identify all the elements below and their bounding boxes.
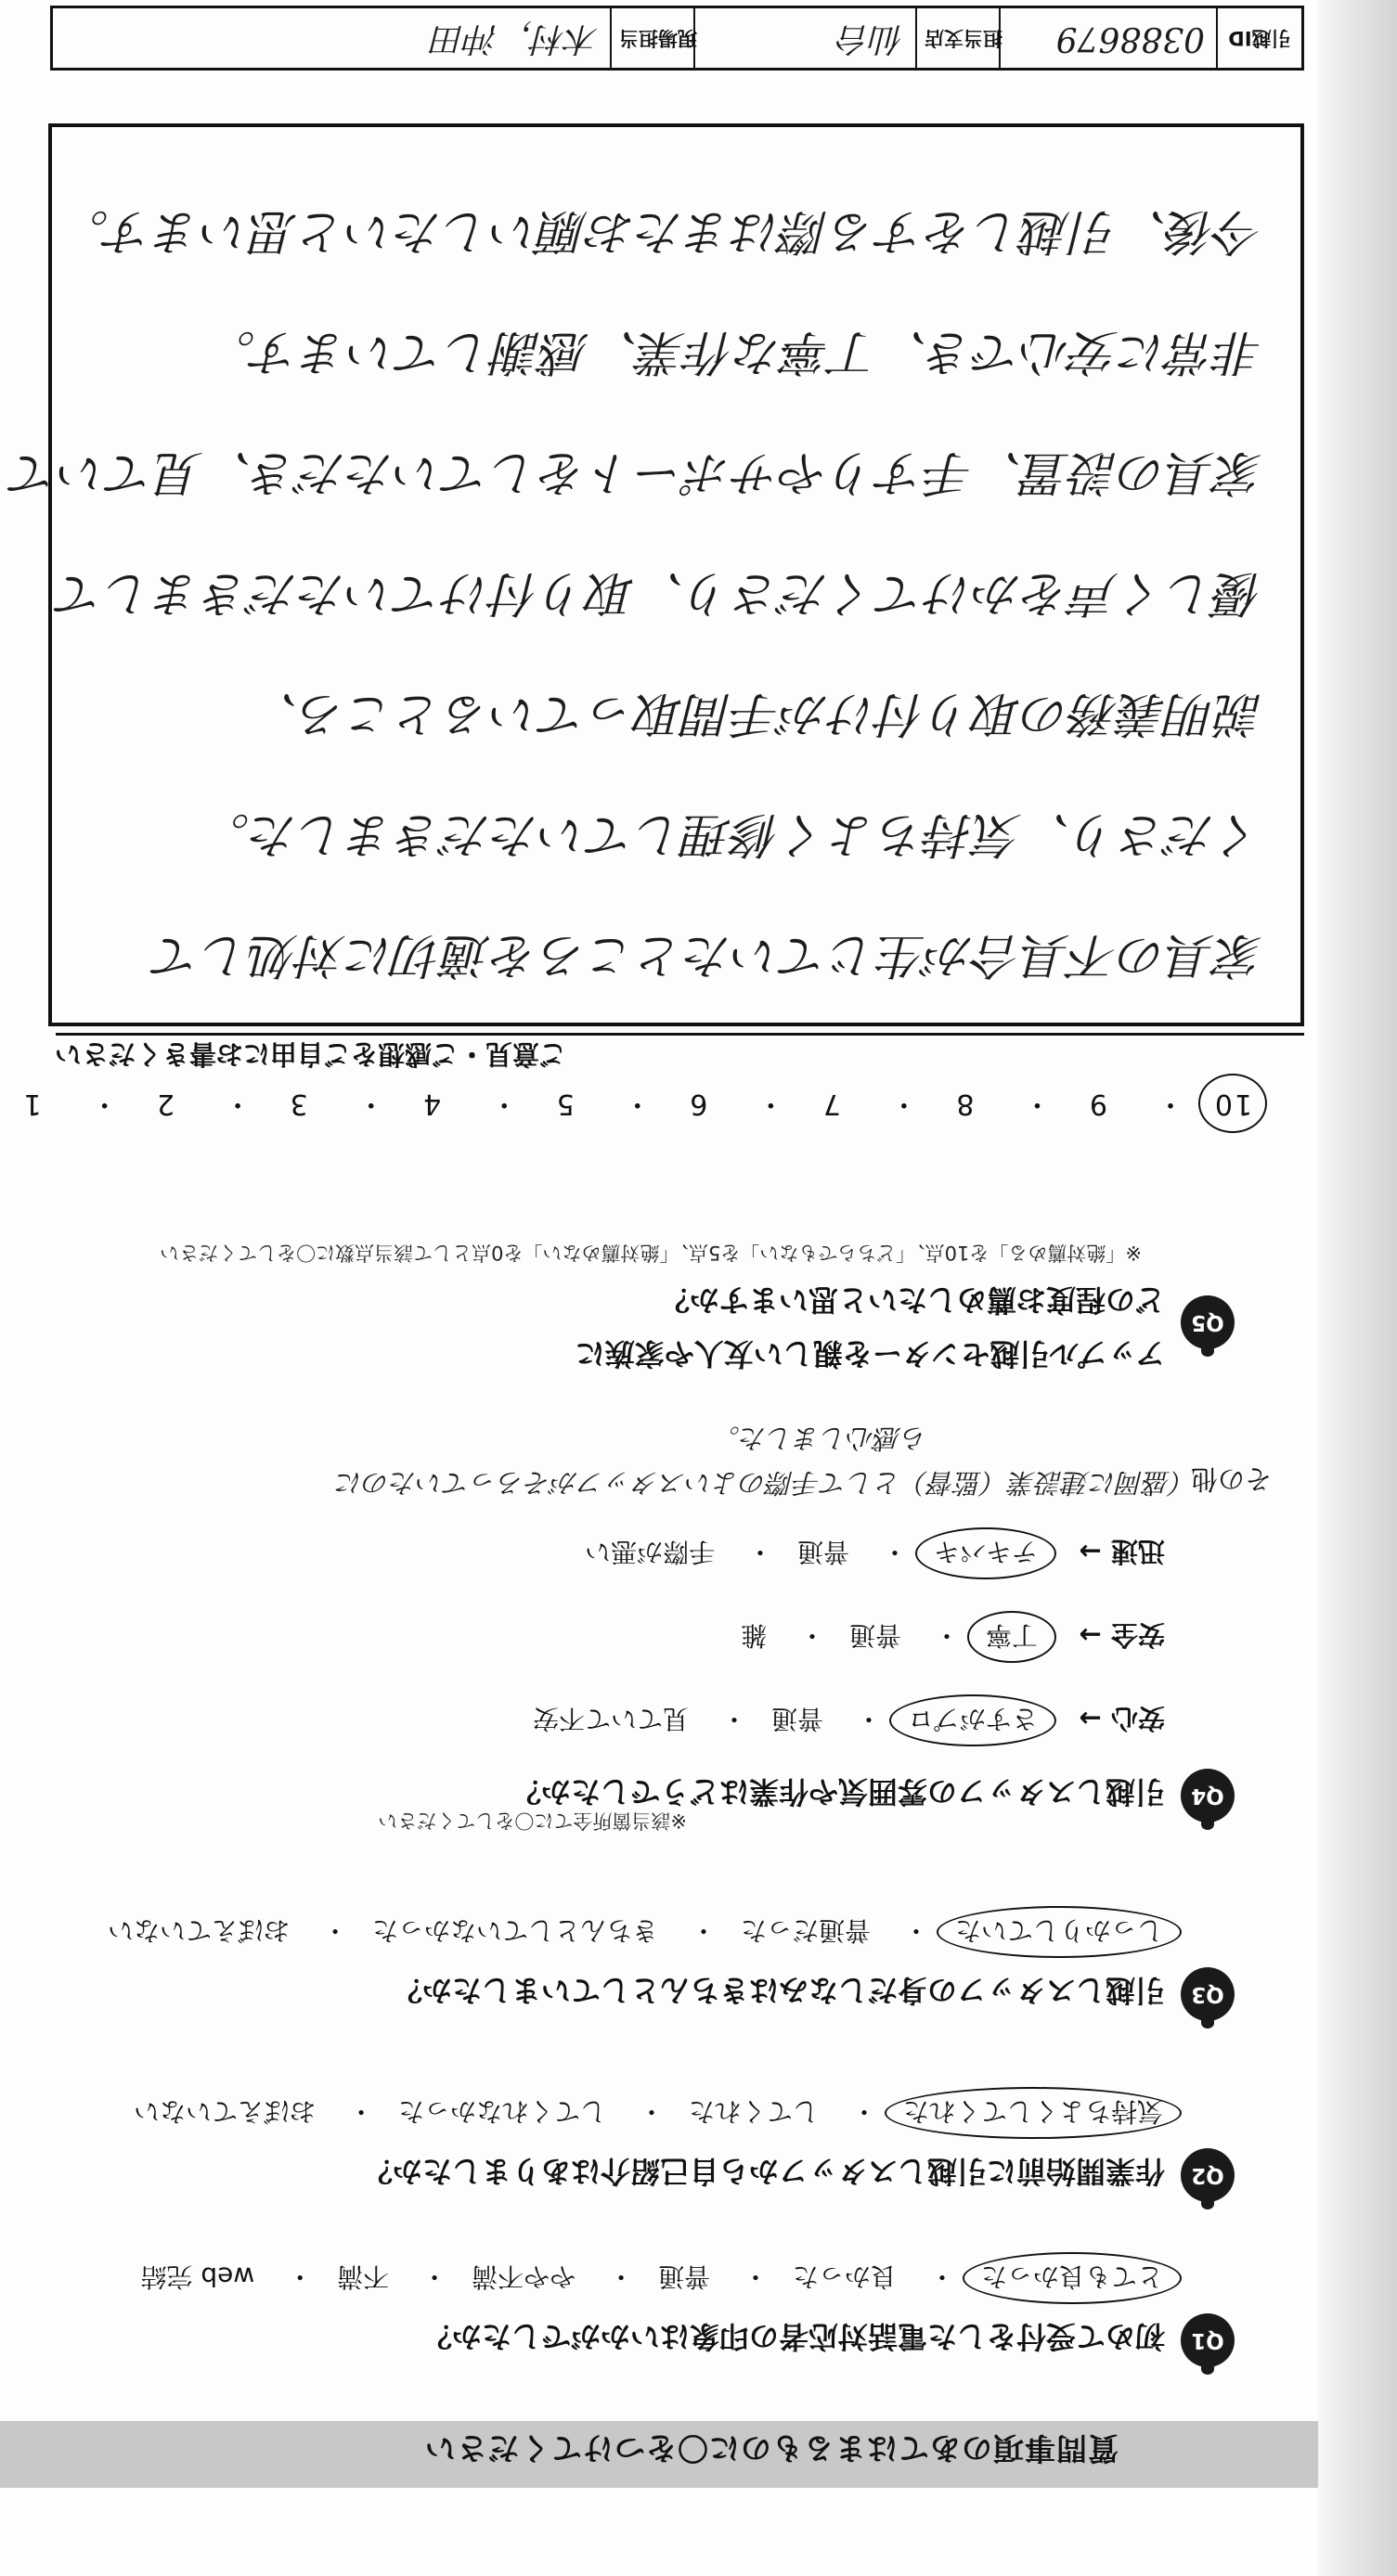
q1-option[interactable]: 良かった: [793, 2261, 898, 2292]
q4-note: ※該当箇所全てに〇をしてください: [378, 1810, 687, 1832]
q4-option[interactable]: 普通: [849, 1620, 902, 1651]
q1-options: とても良かった・ 良かった・ 普通・ やや不満・ 不満・ web 完結: [141, 2260, 1166, 2297]
id-value: 0388679: [999, 8, 1216, 68]
q2-option[interactable]: してくれなかった: [398, 2096, 607, 2127]
q4-other-text: （盛岡に建設業（監督）として手際のよいスタッフがそろっていたのに: [335, 1467, 1197, 1499]
q2-options: 気持ちよくしてくれた・ してくれた・ してくれなかった・ おぼえていない: [134, 2094, 1165, 2132]
scan-edge-shadow: [1318, 0, 1397, 2576]
rating-selected[interactable]: 10: [1198, 1074, 1267, 1133]
comments-title: ご意見・ご感想をご自由にお書きください: [54, 1038, 566, 1070]
question-1: [0, 2256, 1318, 2376]
q4-option[interactable]: 見ていて不安: [533, 1704, 690, 1734]
q4-row1-selected[interactable]: さすがプロ: [889, 1694, 1056, 1746]
q2-option[interactable]: してくれた: [689, 2096, 820, 2127]
comment-line: 家具の設置、手すりやサポートをしていただき、見ていて: [10, 444, 1263, 500]
comment-line: 説明義務の取り付けが手間取っているところ、: [249, 686, 1263, 741]
comment-line: 優しく声をかけてくださり、取り付けていただきまして: [56, 565, 1263, 621]
rating-option[interactable]: 8: [954, 1088, 975, 1120]
instruction-bar: [0, 2421, 1318, 2488]
leader-label: 現場担当: [610, 8, 705, 68]
branch-value: 仙台: [693, 8, 915, 68]
rating-option[interactable]: 4: [421, 1088, 442, 1120]
q4-row2-selected[interactable]: 丁寧: [967, 1611, 1056, 1663]
q4-option[interactable]: 普通: [797, 1537, 850, 1567]
q3-text: 引越しスタッフの身だしなみはきちんとしていましたか？: [392, 1973, 1165, 2008]
q1-option[interactable]: 普通: [658, 2261, 711, 2292]
rating-option[interactable]: 6: [688, 1088, 708, 1120]
rating-option[interactable]: 2: [155, 1088, 175, 1120]
q4-option[interactable]: 手際が悪い: [585, 1537, 716, 1567]
question-2: [0, 2089, 1318, 2209]
rating-option[interactable]: 1: [21, 1088, 42, 1120]
q1-option[interactable]: やや不満: [472, 2261, 576, 2292]
q3-option-selected[interactable]: しっかりしていた: [937, 1906, 1182, 1958]
q4-row-label: 迅速 →: [1079, 1536, 1165, 1567]
q5-text-line2: どの程度お薦めしたいと思いますか？: [659, 1282, 1165, 1318]
q1-text: 初めて受付をした電話対応者の印象はいかがでしたか？: [421, 2319, 1165, 2354]
q3-option[interactable]: おぼえていない: [108, 1915, 291, 1946]
q3-options: しっかりしていた・ 普通だった・ きちんとしていなかった・ おぼえていない: [108, 1913, 1165, 1951]
q1-option[interactable]: 不満: [337, 2261, 390, 2292]
q2-option[interactable]: おぼえていない: [134, 2096, 317, 2127]
q4-row-options: さすがプロ・ 普通・ 見ていて不安: [533, 1702, 1040, 1739]
question-3: [0, 1908, 1318, 2029]
q4-option[interactable]: 普通: [771, 1704, 824, 1734]
q4-row-options: 丁寧・ 普通・ 雑: [741, 1618, 1040, 1655]
q4-other-text-2: ら感心しました。: [712, 1423, 928, 1454]
q4-option[interactable]: 雑: [741, 1620, 768, 1651]
question-4: [0, 1423, 1318, 1843]
q3-badge: Q3: [1181, 1967, 1235, 2021]
rating-option[interactable]: 5: [554, 1088, 575, 1120]
id-label: 引越ID: [1216, 8, 1301, 68]
q3-option[interactable]: 普通だった: [741, 1915, 872, 1946]
q5-text-line1: アップル引越センターを親しい友人や家族に: [575, 1336, 1165, 1372]
q2-text: 作業開始前に引越しスタッフから自己紹介はありましたか？: [362, 2154, 1165, 2189]
comments-box[interactable]: [10, 123, 1304, 1026]
q5-note: ※「絶対薦める」を10点、「どちらでもない」を5点、「絶対薦めない」を0点として該当点数に〇をしてください: [160, 1242, 1142, 1264]
rating-option[interactable]: 9: [1087, 1088, 1107, 1120]
q4-row-label: 安全 →: [1079, 1619, 1165, 1651]
instruction-text: 質問事項のあてはまるものに〇をつけてください: [424, 2430, 1119, 2467]
q5-badge: Q5: [1181, 1295, 1235, 1349]
comment-line: 非常に安心でき、丁寧な作業、感謝しています。: [207, 324, 1263, 380]
q4-row3-selected[interactable]: テキパキ: [915, 1527, 1056, 1579]
q1-option[interactable]: web 完結: [140, 2261, 255, 2292]
q2-badge: Q2: [1181, 2148, 1235, 2202]
comment-line: 家具の不具合が生じていたところを適切に対処して: [152, 927, 1263, 983]
q5-rating-scale: 10・ 9・ 8・ 7・ 6・ 5・ 4・ 3・ 2・ 1: [0, 1074, 1281, 1133]
rating-option[interactable]: 7: [821, 1088, 841, 1120]
comment-line: 今後、引越しをする際はまたお願いしたいと思います。: [60, 203, 1263, 259]
comment-line: くださり、気持ちよく修理していただきました。: [200, 806, 1263, 862]
q4-row-label: 安心 →: [1079, 1703, 1165, 1734]
q1-badge: Q1: [1181, 2313, 1235, 2367]
q4-row-options: テキパキ・ 普通・ 手際が悪い: [585, 1535, 1040, 1572]
footer-table: [50, 6, 1304, 71]
comments-header: [56, 1033, 1304, 1080]
q1-option-selected[interactable]: とても良かった: [963, 2252, 1182, 2304]
q4-other-label: その他: [1190, 1463, 1272, 1495]
q4-text: 引越しスタッフの雰囲気や作業はどうでしたか？: [511, 1774, 1165, 1810]
leader-value: 木村，沖田: [431, 19, 599, 58]
q3-option[interactable]: きちんとしていなかった: [372, 1915, 659, 1946]
q4-badge: Q4: [1181, 1769, 1235, 1823]
q2-option-selected[interactable]: 気持ちよくしてくれた: [885, 2087, 1182, 2139]
question-5: [0, 1147, 1318, 1397]
branch-label: 担当支店: [915, 8, 1010, 68]
rating-option[interactable]: 3: [288, 1088, 308, 1120]
